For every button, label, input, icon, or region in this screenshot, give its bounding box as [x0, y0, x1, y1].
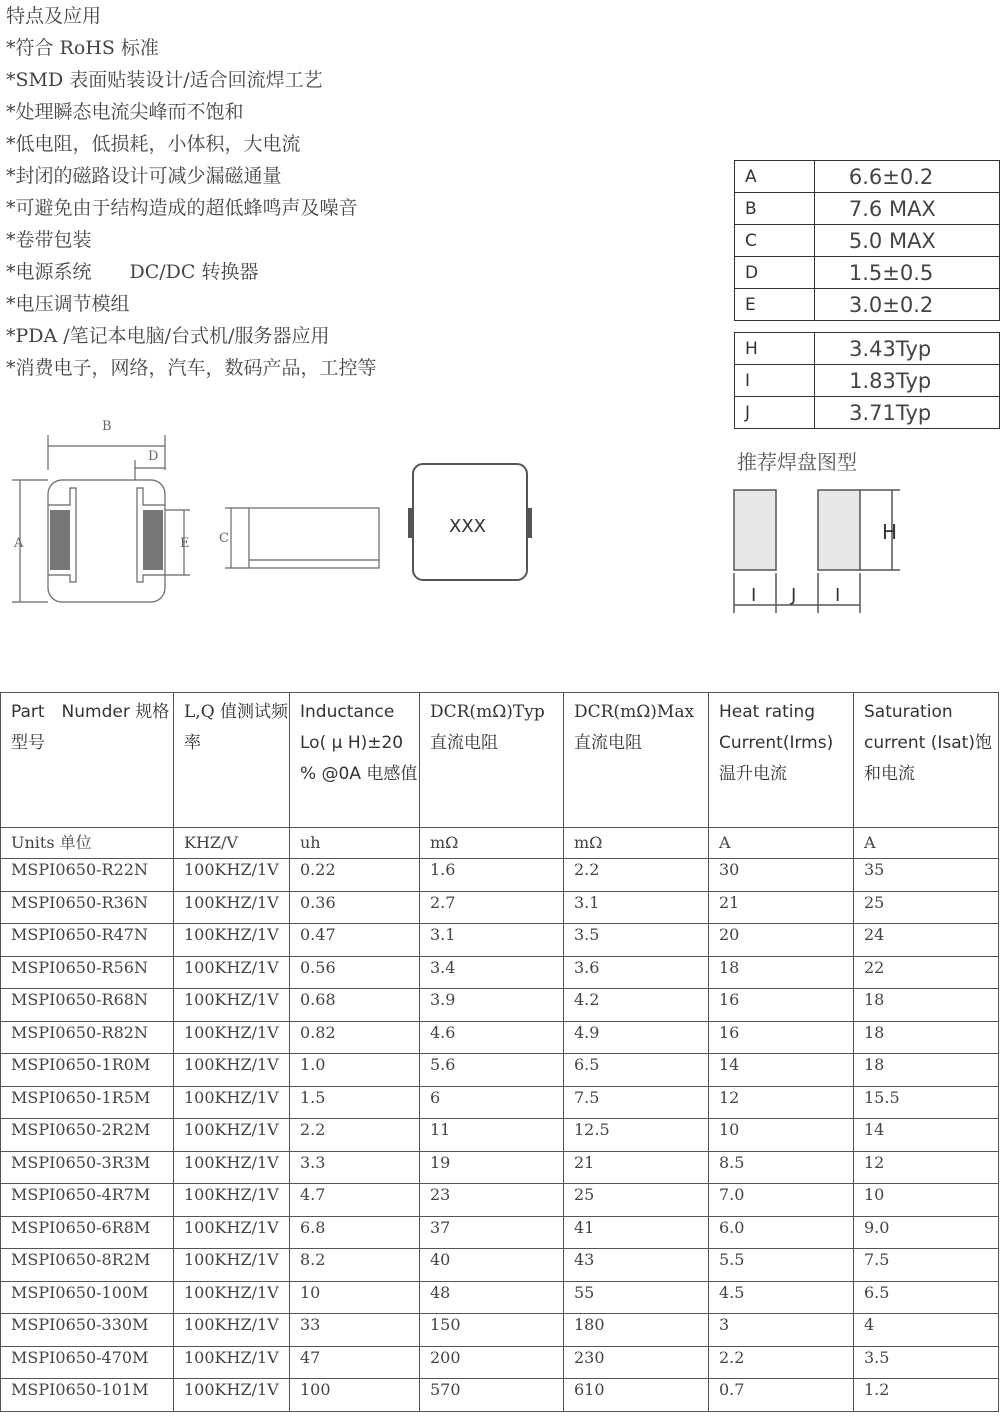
dimension-key: H	[735, 333, 815, 365]
inductance-cell: 8.2	[290, 1249, 420, 1282]
heat-current-cell: 2.2	[709, 1346, 854, 1379]
dcr-max-cell: 25	[564, 1184, 709, 1217]
dcr-typ-cell: 3.9	[420, 989, 564, 1022]
test-frequency-cell: 100KHZ/1V	[174, 1054, 290, 1087]
dcr-max-cell: 230	[564, 1346, 709, 1379]
dcr-typ-cell: 150	[420, 1314, 564, 1347]
test-frequency-cell: 100KHZ/1V	[174, 1281, 290, 1314]
table-row	[1, 1346, 999, 1379]
part-number-cell: MSPI0650-4R7M	[1, 1184, 174, 1217]
saturation-current-cell: 10	[854, 1184, 999, 1217]
dim-label-b: B	[102, 419, 112, 434]
part-marking: XXX	[449, 516, 486, 537]
inductance-cell: 33	[290, 1314, 420, 1347]
dimension-row	[735, 289, 1000, 321]
dim-label-e: E	[180, 536, 190, 551]
test-frequency-cell: 100KHZ/1V	[174, 1151, 290, 1184]
part-number-cell: MSPI0650-R68N	[1, 989, 174, 1022]
heat-current-cell: 30	[709, 859, 854, 892]
inductance-cell: 6.8	[290, 1216, 420, 1249]
header-dcr-typ: DCR(mΩ)Typ 直流电阻	[420, 693, 564, 828]
inductance-cell: 0.68	[290, 989, 420, 1022]
test-frequency-cell: 100KHZ/1V	[174, 1086, 290, 1119]
part-number-cell: MSPI0650-1R0M	[1, 1054, 174, 1087]
part-number-cell: MSPI0650-3R3M	[1, 1151, 174, 1184]
test-frequency-cell: 100KHZ/1V	[174, 1216, 290, 1249]
dcr-typ-cell: 23	[420, 1184, 564, 1217]
dimension-value: 5.0 MAX	[814, 225, 999, 257]
heat-current-cell: 18	[709, 956, 854, 989]
dimension-key: J	[735, 397, 815, 429]
unit-cell: mΩ	[564, 828, 709, 859]
spec-header-row	[1, 693, 999, 828]
part-number-cell: MSPI0650-101M	[1, 1379, 174, 1412]
dcr-max-cell: 6.5	[564, 1054, 709, 1087]
test-frequency-cell: 100KHZ/1V	[174, 1314, 290, 1347]
feature-item: *卷带包装	[6, 229, 92, 251]
dimension-key: D	[735, 257, 815, 289]
saturation-current-cell: 25	[854, 891, 999, 924]
table-row	[1, 1281, 999, 1314]
dcr-max-cell: 41	[564, 1216, 709, 1249]
feature-item: *封闭的磁路设计可减少漏磁通量	[6, 165, 282, 187]
part-number-cell: MSPI0650-R47N	[1, 924, 174, 957]
dcr-typ-cell: 1.6	[420, 859, 564, 892]
test-frequency-cell: 100KHZ/1V	[174, 859, 290, 892]
dcr-typ-cell: 2.7	[420, 891, 564, 924]
saturation-current-cell: 14	[854, 1119, 999, 1152]
test-frequency-cell: 100KHZ/1V	[174, 1346, 290, 1379]
header-dcr-max: DCR(mΩ)Max 直流电阻	[564, 693, 709, 828]
dcr-typ-cell: 6	[420, 1086, 564, 1119]
dimension-row	[735, 365, 1000, 397]
part-number-cell: MSPI0650-330M	[1, 1314, 174, 1347]
dimension-key: B	[735, 193, 815, 225]
pad-layout-drawing	[728, 485, 908, 620]
test-frequency-cell: 100KHZ/1V	[174, 1021, 290, 1054]
table-row	[1, 1216, 999, 1249]
part-number-cell: MSPI0650-100M	[1, 1281, 174, 1314]
dcr-typ-cell: 5.6	[420, 1054, 564, 1087]
dcr-max-cell: 2.2	[564, 859, 709, 892]
heat-current-cell: 16	[709, 989, 854, 1022]
heat-current-cell: 3	[709, 1314, 854, 1347]
dim-label-d: D	[148, 449, 159, 464]
saturation-current-cell: 12	[854, 1151, 999, 1184]
dim-label-a: A	[14, 536, 24, 551]
heat-current-cell: 21	[709, 891, 854, 924]
saturation-current-cell: 35	[854, 859, 999, 892]
dcr-typ-cell: 570	[420, 1379, 564, 1412]
features-title: 特点及应用	[6, 5, 102, 27]
header-part-number: Part Numder 规格型号	[1, 693, 174, 828]
spec-table	[0, 692, 999, 1412]
dcr-typ-cell: 37	[420, 1216, 564, 1249]
table-row	[1, 1379, 999, 1412]
table-row	[1, 1054, 999, 1087]
pad-label-i: I	[751, 585, 757, 606]
dcr-max-cell: 3.6	[564, 956, 709, 989]
dcr-typ-cell: 48	[420, 1281, 564, 1314]
dcr-max-cell: 21	[564, 1151, 709, 1184]
saturation-current-cell: 15.5	[854, 1086, 999, 1119]
table-row	[1, 1314, 999, 1347]
table-row	[1, 989, 999, 1022]
heat-current-cell: 0.7	[709, 1379, 854, 1412]
dcr-max-cell: 4.2	[564, 989, 709, 1022]
saturation-current-cell: 3.5	[854, 1346, 999, 1379]
feature-item: *PDA /笔记本电脑/台式机/服务器应用	[6, 325, 330, 347]
header-heat-rating-current: Heat rating Current(Irms) 温升电流	[709, 693, 854, 828]
feature-item: *SMD 表面贴装设计/适合回流焊工艺	[6, 69, 323, 91]
feature-item: *处理瞬态电流尖峰而不饱和	[6, 101, 244, 123]
heat-current-cell: 6.0	[709, 1216, 854, 1249]
header-saturation-current: Saturation current (Isat)饱和电流	[854, 693, 999, 828]
header-test-frequency: L,Q 值测试频率	[174, 693, 290, 828]
dcr-max-cell: 12.5	[564, 1119, 709, 1152]
test-frequency-cell: 100KHZ/1V	[174, 891, 290, 924]
inductance-cell: 0.82	[290, 1021, 420, 1054]
part-number-cell: MSPI0650-R22N	[1, 859, 174, 892]
test-frequency-cell: 100KHZ/1V	[174, 1379, 290, 1412]
dcr-max-cell: 55	[564, 1281, 709, 1314]
features-section	[6, 0, 446, 384]
feature-item: *消费电子，网络，汽车，数码产品，工控等	[6, 357, 377, 379]
inductance-cell: 0.36	[290, 891, 420, 924]
dimension-row	[735, 333, 1000, 365]
saturation-current-cell: 18	[854, 1054, 999, 1087]
dcr-typ-cell: 3.1	[420, 924, 564, 957]
part-number-cell: MSPI0650-2R2M	[1, 1119, 174, 1152]
pad-label-j: J	[791, 585, 797, 606]
heat-current-cell: 16	[709, 1021, 854, 1054]
feature-item: *可避免由于结构造成的超低蜂鸣声及噪音	[6, 197, 358, 219]
test-frequency-cell: 100KHZ/1V	[174, 956, 290, 989]
dcr-typ-cell: 19	[420, 1151, 564, 1184]
saturation-current-cell: 7.5	[854, 1249, 999, 1282]
table-row	[1, 859, 999, 892]
table-row	[1, 1184, 999, 1217]
dimension-value: 3.71Typ	[815, 397, 1000, 429]
dimension-key: A	[735, 161, 815, 193]
saturation-current-cell: 9.0	[854, 1216, 999, 1249]
table-row	[1, 1119, 999, 1152]
front-view-drawing	[8, 410, 198, 610]
dcr-typ-cell: 200	[420, 1346, 564, 1379]
part-number-cell: MSPI0650-R82N	[1, 1021, 174, 1054]
heat-current-cell: 14	[709, 1054, 854, 1087]
dimension-row	[735, 193, 1000, 225]
part-number-cell: MSPI0650-R36N	[1, 891, 174, 924]
table-row	[1, 1249, 999, 1282]
feature-item: *电源系统 DC/DC 转换器	[6, 261, 259, 283]
dcr-max-cell: 3.5	[564, 924, 709, 957]
feature-item: *低电阻，低损耗，小体积，大电流	[6, 133, 301, 155]
header-inductance: Inductance Lo( μ H)±20 % @0A 电感值	[290, 693, 420, 828]
heat-current-cell: 7.0	[709, 1184, 854, 1217]
dcr-typ-cell: 3.4	[420, 956, 564, 989]
dimension-value: 7.6 MAX	[814, 193, 999, 225]
dimension-value: 1.83Typ	[815, 365, 1000, 397]
unit-cell: mΩ	[420, 828, 564, 859]
dimension-row	[735, 225, 1000, 257]
table-row	[1, 1021, 999, 1054]
dimension-key: E	[735, 289, 815, 321]
part-number-cell: MSPI0650-1R5M	[1, 1086, 174, 1119]
unit-cell: KHZ/V	[174, 828, 290, 859]
dcr-typ-cell: 4.6	[420, 1021, 564, 1054]
saturation-current-cell: 24	[854, 924, 999, 957]
inductance-cell: 0.47	[290, 924, 420, 957]
heat-current-cell: 12	[709, 1086, 854, 1119]
inductance-cell: 3.3	[290, 1151, 420, 1184]
dimension-value: 3.43Typ	[815, 333, 1000, 365]
dimension-value: 1.5±0.5	[814, 257, 999, 289]
feature-item: *符合 RoHS 标准	[6, 37, 159, 59]
table-row	[1, 1086, 999, 1119]
dimension-value: 3.0±0.2	[814, 289, 999, 321]
dcr-max-cell: 4.9	[564, 1021, 709, 1054]
inductance-cell: 2.2	[290, 1119, 420, 1152]
test-frequency-cell: 100KHZ/1V	[174, 1184, 290, 1217]
part-number-cell: MSPI0650-R56N	[1, 956, 174, 989]
saturation-current-cell: 18	[854, 989, 999, 1022]
inductance-cell: 100	[290, 1379, 420, 1412]
unit-cell: A	[709, 828, 854, 859]
pad-label-h: H	[882, 520, 898, 544]
inductance-cell: 1.5	[290, 1086, 420, 1119]
test-frequency-cell: 100KHZ/1V	[174, 1249, 290, 1282]
top-view-drawing	[405, 460, 535, 585]
dcr-max-cell: 7.5	[564, 1086, 709, 1119]
table-row	[1, 956, 999, 989]
part-number-cell: MSPI0650-8R2M	[1, 1249, 174, 1282]
saturation-current-cell: 22	[854, 956, 999, 989]
heat-current-cell: 8.5	[709, 1151, 854, 1184]
saturation-current-cell: 1.2	[854, 1379, 999, 1412]
units-row	[1, 828, 999, 859]
part-number-cell: MSPI0650-470M	[1, 1346, 174, 1379]
test-frequency-cell: 100KHZ/1V	[174, 924, 290, 957]
dcr-typ-cell: 40	[420, 1249, 564, 1282]
pad-label-i: I	[835, 585, 841, 606]
dcr-max-cell: 3.1	[564, 891, 709, 924]
dimensions-table-main	[734, 160, 1000, 321]
dcr-max-cell: 180	[564, 1314, 709, 1347]
table-row	[1, 1151, 999, 1184]
test-frequency-cell: 100KHZ/1V	[174, 1119, 290, 1152]
dimension-key: C	[735, 225, 815, 257]
dcr-max-cell: 610	[564, 1379, 709, 1412]
heat-current-cell: 20	[709, 924, 854, 957]
heat-current-cell: 5.5	[709, 1249, 854, 1282]
dimension-row	[735, 397, 1000, 429]
inductance-cell: 4.7	[290, 1184, 420, 1217]
dim-label-c: C	[219, 531, 229, 546]
saturation-current-cell: 6.5	[854, 1281, 999, 1314]
heat-current-cell: 4.5	[709, 1281, 854, 1314]
saturation-current-cell: 4	[854, 1314, 999, 1347]
dcr-max-cell: 43	[564, 1249, 709, 1282]
dimension-key: I	[735, 365, 815, 397]
unit-cell: A	[854, 828, 999, 859]
dimension-value: 6.6±0.2	[814, 161, 999, 193]
test-frequency-cell: 100KHZ/1V	[174, 989, 290, 1022]
side-view-drawing	[215, 500, 385, 575]
heat-current-cell: 10	[709, 1119, 854, 1152]
part-number-cell: MSPI0650-6R8M	[1, 1216, 174, 1249]
dcr-typ-cell: 11	[420, 1119, 564, 1152]
inductance-cell: 10	[290, 1281, 420, 1314]
table-row	[1, 891, 999, 924]
table-row	[1, 924, 999, 957]
pad-layout-title: 推荐焊盘图型	[737, 450, 857, 474]
inductance-cell: 0.56	[290, 956, 420, 989]
feature-item: *电压调节模组	[6, 293, 130, 315]
unit-cell: Units 单位	[1, 828, 174, 859]
dimension-row	[735, 257, 1000, 289]
dimensions-table-pad	[734, 332, 1000, 429]
inductance-cell: 1.0	[290, 1054, 420, 1087]
saturation-current-cell: 18	[854, 1021, 999, 1054]
dimension-row	[735, 161, 1000, 193]
inductance-cell: 47	[290, 1346, 420, 1379]
inductance-cell: 0.22	[290, 859, 420, 892]
unit-cell: uh	[290, 828, 420, 859]
